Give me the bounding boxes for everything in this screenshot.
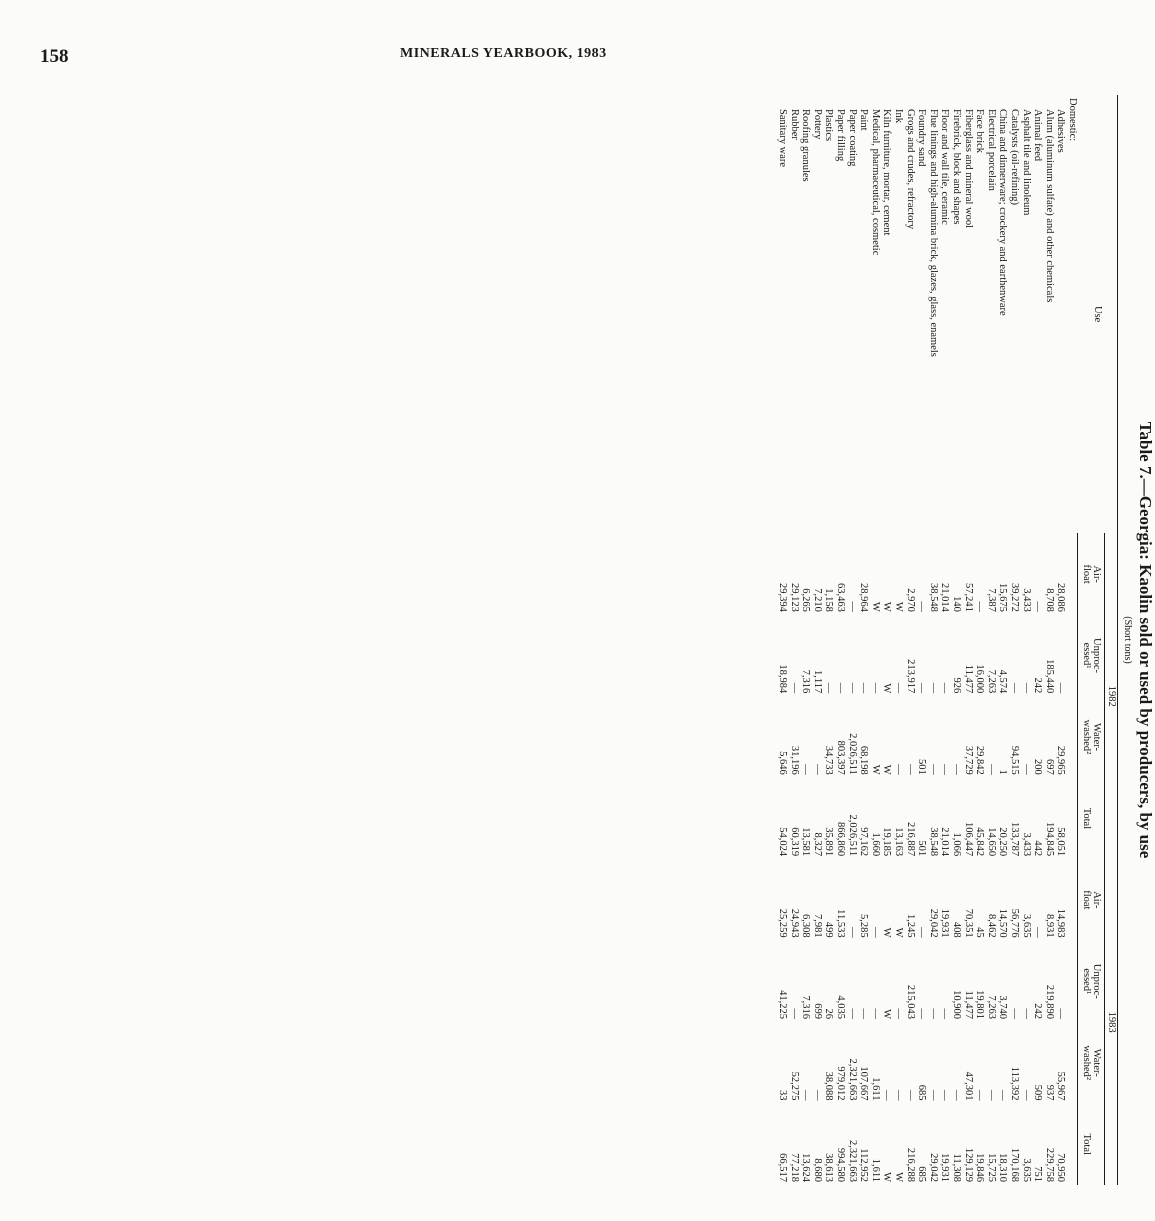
value-cell: 38,613 <box>823 1153 835 1182</box>
value-cell: 37,729 <box>962 745 974 775</box>
value-cell: 14,650 <box>985 827 997 857</box>
table-row <box>811 95 823 1185</box>
table-row <box>962 95 974 1185</box>
use-label: Grogs and crudes, refractory <box>904 109 916 230</box>
value-cell: 4,035 <box>835 995 847 1020</box>
value-cell: 56,776 <box>1008 908 1020 938</box>
value-cell: 55,967 <box>1055 1071 1067 1101</box>
table-row <box>881 95 893 1185</box>
value-cell: 29,123 <box>788 582 800 612</box>
value-cell: 70,351 <box>962 908 974 938</box>
value-cell: 7,316 <box>800 669 812 694</box>
value-cell: 31,196 <box>788 745 800 775</box>
category-label: Domestic: <box>1066 98 1078 142</box>
value-cell: — <box>811 764 823 775</box>
value-cell: 219,890 <box>1043 984 1055 1020</box>
table-row <box>916 95 928 1185</box>
value-cell: — <box>985 1089 997 1101</box>
value-cell: 20,250 <box>997 827 1009 857</box>
year-1982-header: 1982 <box>1105 533 1117 859</box>
value-cell: 216,887 <box>904 822 916 857</box>
value-cell: 19,931 <box>939 908 951 938</box>
column-header: Air- float <box>1078 533 1105 614</box>
value-cell: 1,660 <box>869 832 881 857</box>
value-cell: 185,440 <box>1043 659 1055 694</box>
kaolin-use-table <box>776 95 1118 1185</box>
value-cell: 28,086 <box>1055 582 1067 612</box>
use-label: Face brick <box>974 109 986 154</box>
table-row <box>823 95 835 1185</box>
value-cell: 38,548 <box>927 582 939 612</box>
use-label: Electrical porcelain <box>985 109 997 191</box>
value-cell: 697 <box>1043 758 1055 775</box>
value-cell: — <box>788 682 800 694</box>
value-cell: 3,433 <box>1020 832 1032 857</box>
use-label: Plastics <box>823 109 835 142</box>
value-cell: W <box>881 683 893 694</box>
value-cell: — <box>1032 927 1044 938</box>
value-cell: 501 <box>916 758 928 775</box>
value-cell: 41,225 <box>777 990 789 1020</box>
value-cell: — <box>800 764 812 775</box>
value-cell: 501 <box>916 840 928 857</box>
value-cell: 442 <box>1032 840 1044 857</box>
value-cell: 29,842 <box>974 745 986 775</box>
page-number: 158 <box>40 46 69 67</box>
table-row <box>1020 95 1032 1185</box>
value-cell: — <box>858 1008 870 1020</box>
column-header: Air- float <box>1078 859 1105 940</box>
value-cell: 242 <box>1032 1003 1044 1020</box>
value-cell: 1 <box>997 769 1009 775</box>
table-row <box>985 95 997 1185</box>
table-row <box>939 95 951 1185</box>
value-cell: 2,321,663 <box>846 1140 858 1182</box>
value-cell: — <box>939 682 951 694</box>
table-row <box>788 95 800 1185</box>
use-label: Roofing granules <box>800 109 812 182</box>
use-label: Sanitary ware <box>777 109 789 168</box>
value-cell: 113,392 <box>1008 1066 1020 1101</box>
value-cell: — <box>904 764 916 775</box>
value-cell: W <box>881 601 893 612</box>
table-row <box>950 95 962 1185</box>
value-cell: 106,447 <box>962 822 974 857</box>
use-label: Flue linings and high-alumina brick, glazes, glass, enamels <box>927 109 939 357</box>
table-row <box>1043 95 1055 1185</box>
running-title: MINERALS YEARBOOK, 1983 <box>400 46 607 61</box>
value-cell: W <box>881 1009 893 1020</box>
table-row <box>1055 95 1067 1185</box>
value-cell: 112,952 <box>858 1148 870 1182</box>
value-cell: 11,477 <box>962 664 974 694</box>
value-cell: — <box>939 1089 951 1101</box>
value-cell: 7,981 <box>811 913 823 938</box>
value-cell: — <box>927 682 939 694</box>
value-cell: — <box>1020 764 1032 775</box>
use-label: Floor and wall tile, ceramic <box>939 109 951 225</box>
value-cell: 19,846 <box>974 1153 986 1182</box>
value-cell: 14,570 <box>997 908 1009 938</box>
value-cell: 8,708 <box>1043 588 1055 612</box>
use-label: Foundry sand <box>916 109 928 167</box>
value-cell: 34,733 <box>823 745 835 775</box>
value-cell: 140 <box>950 596 962 612</box>
value-cell: 994,580 <box>835 1147 847 1182</box>
value-cell: 15,675 <box>997 582 1009 612</box>
value-cell: — <box>1020 1089 1032 1101</box>
value-cell: 70,950 <box>1055 1153 1067 1182</box>
value-cell: — <box>939 764 951 775</box>
table-row <box>800 95 812 1185</box>
value-cell: 3,740 <box>997 995 1009 1020</box>
value-cell: — <box>869 682 881 694</box>
value-cell: — <box>974 601 986 612</box>
value-cell: 1,611 <box>869 1077 881 1101</box>
value-cell: — <box>835 682 847 694</box>
value-cell: — <box>950 1089 962 1101</box>
value-cell: W <box>881 1172 893 1182</box>
value-cell: — <box>916 682 928 694</box>
value-cell: 200 <box>1032 758 1044 775</box>
value-cell: 1,117 <box>811 670 823 694</box>
value-cell: 11,308 <box>950 1153 962 1182</box>
value-cell: W <box>893 601 904 612</box>
value-cell: 1,158 <box>823 588 835 612</box>
use-label: Asphalt tile and linoleum <box>1020 109 1032 216</box>
use-label: Paper filling <box>835 109 847 162</box>
value-cell: 2,321,663 <box>846 1058 858 1101</box>
value-cell: 129,129 <box>962 1147 974 1182</box>
value-cell: — <box>858 682 870 694</box>
value-cell: 213,917 <box>904 659 916 694</box>
value-cell: 107,667 <box>858 1066 870 1101</box>
value-cell: 94,515 <box>1008 745 1020 775</box>
value-cell: 216,288 <box>904 1147 916 1182</box>
value-cell: 229,758 <box>1043 1147 1055 1182</box>
table-row <box>834 95 846 1185</box>
value-cell: 499 <box>823 921 835 938</box>
column-header: Unproc- essed¹ <box>1078 941 1105 1022</box>
value-cell: — <box>939 1008 951 1020</box>
use-label: Pottery <box>811 109 823 140</box>
value-cell: — <box>893 1089 904 1101</box>
use-column-header: Use <box>1078 95 1118 533</box>
value-cell: 8,327 <box>811 832 823 857</box>
value-cell: — <box>846 682 858 694</box>
value-cell: 1,066 <box>950 832 962 857</box>
value-cell: — <box>893 764 904 775</box>
value-cell: — <box>904 1089 916 1101</box>
table-row <box>904 95 916 1185</box>
value-cell: — <box>823 682 835 694</box>
value-cell: 38,088 <box>823 1071 835 1101</box>
value-cell: 3,635 <box>1020 1158 1032 1182</box>
value-cell: 21,014 <box>939 827 951 857</box>
value-cell: 29,042 <box>927 908 939 938</box>
value-cell: 2,026,511 <box>846 814 858 857</box>
value-cell: 13,163 <box>893 827 904 857</box>
year-1983-header: 1983 <box>1105 859 1117 1185</box>
value-cell: 38,548 <box>927 827 939 857</box>
value-cell: 63,463 <box>835 582 847 612</box>
value-cell: 58,051 <box>1055 827 1067 857</box>
value-cell: — <box>1055 1008 1067 1020</box>
value-cell: 3,635 <box>1020 913 1032 938</box>
value-cell: 14,983 <box>1055 908 1067 938</box>
value-cell: 5,285 <box>858 913 870 938</box>
value-cell: 54,024 <box>777 827 789 857</box>
value-cell: 29,965 <box>1055 745 1067 775</box>
value-cell: 21,014 <box>939 582 951 612</box>
use-label: Alum (aluminum sulfate) and other chemicals <box>1043 109 1055 303</box>
column-header: Total <box>1078 778 1105 859</box>
table-row <box>869 95 881 1185</box>
value-cell: — <box>869 1008 881 1020</box>
value-cell: 194,845 <box>1043 822 1055 857</box>
value-cell: 57,241 <box>962 582 974 612</box>
value-cell: 979,012 <box>835 1066 847 1101</box>
value-cell: 7,263 <box>985 669 997 694</box>
value-cell: 13,624 <box>800 1153 812 1182</box>
value-cell: W <box>881 764 893 775</box>
value-cell: — <box>927 764 939 775</box>
value-cell: 509 <box>1032 1084 1044 1101</box>
value-cell: — <box>997 1089 1009 1101</box>
value-cell: — <box>893 682 904 694</box>
use-label: China and dinnerware; crockery and earthenware <box>997 109 1009 316</box>
value-cell: 803,397 <box>835 740 847 775</box>
value-cell: 39,272 <box>1008 582 1020 612</box>
value-cell: 33 <box>777 1089 789 1101</box>
use-label: Paint <box>858 109 870 131</box>
value-cell: 29,042 <box>927 1153 939 1182</box>
table-row <box>927 95 939 1185</box>
value-cell: 45 <box>974 927 986 938</box>
value-cell: 242 <box>1032 677 1044 694</box>
value-cell: W <box>869 601 881 612</box>
value-cell: 5,646 <box>777 751 789 775</box>
value-cell: 52,275 <box>788 1071 800 1101</box>
value-cell: 408 <box>950 921 962 938</box>
value-cell: — <box>916 601 928 612</box>
table-caption <box>1122 95 1155 1185</box>
table-row <box>846 95 858 1185</box>
value-cell: 77,218 <box>788 1153 800 1182</box>
use-label: Catalysts (oil-refining) <box>1008 109 1020 205</box>
value-cell: 19,185 <box>881 827 893 857</box>
value-cell: 8,462 <box>985 913 997 938</box>
table-row <box>858 95 870 1185</box>
value-cell: 68,198 <box>858 745 870 775</box>
value-cell: 751 <box>1032 1166 1044 1182</box>
value-cell: — <box>881 1089 893 1101</box>
value-cell: 215,043 <box>904 984 916 1020</box>
value-cell: — <box>1008 1008 1020 1020</box>
value-cell: — <box>950 764 962 775</box>
value-cell: 18,310 <box>997 1153 1009 1182</box>
value-cell: — <box>916 1008 928 1020</box>
value-cell: — <box>811 1089 823 1101</box>
table-row <box>974 95 986 1185</box>
value-cell: — <box>846 601 858 612</box>
value-cell: 699 <box>811 1003 823 1020</box>
value-cell: 18,984 <box>777 664 789 694</box>
value-cell: 7,210 <box>811 588 823 612</box>
use-label: Adhesives <box>1055 109 1067 153</box>
use-label: Paper coating <box>846 109 858 167</box>
value-cell: 6,265 <box>800 588 812 612</box>
table-row <box>997 95 1009 1185</box>
value-cell: 29,394 <box>777 582 789 612</box>
value-cell: W <box>869 764 881 775</box>
value-cell: 15,725 <box>985 1153 997 1182</box>
use-label: Fiberglass and mineral wool <box>962 109 974 229</box>
value-cell: — <box>985 764 997 775</box>
value-cell: 7,387 <box>985 588 997 612</box>
value-cell: — <box>927 1008 939 1020</box>
value-cell: — <box>1055 682 1067 694</box>
use-label: Ink <box>893 109 904 123</box>
value-cell: 8,680 <box>811 1158 823 1182</box>
value-cell: 16,000 <box>974 664 986 694</box>
value-cell: 4,574 <box>997 669 1009 694</box>
use-label: Firebrick, block and shapes <box>950 109 962 225</box>
use-label: Animal feed <box>1032 109 1044 162</box>
use-label: Medical, pharmaceutical, cosmetic <box>869 109 881 256</box>
value-cell: — <box>869 927 881 938</box>
value-cell: W <box>893 1172 904 1182</box>
value-cell: 11,477 <box>962 990 974 1020</box>
column-header: Unproc- essed¹ <box>1078 615 1105 696</box>
value-cell: 97,162 <box>858 827 870 857</box>
value-cell: 35,891 <box>823 827 835 857</box>
value-cell: 1,611 <box>869 1158 881 1182</box>
table-title: Table 7.—Georgia: Kaolin sold or used by producers, by use <box>1136 421 1155 859</box>
value-cell: 133,787 <box>1008 822 1020 857</box>
value-cell: — <box>788 1008 800 1020</box>
value-cell: 926 <box>950 677 962 694</box>
value-cell: 3,433 <box>1020 588 1032 612</box>
value-cell: 8,931 <box>1043 913 1055 938</box>
use-label: Rubber <box>788 109 800 140</box>
value-cell: 60,319 <box>788 827 800 857</box>
value-cell: — <box>893 1008 904 1020</box>
value-cell: — <box>800 1089 812 1101</box>
use-label: Kiln furniture, mortar, cement <box>881 109 893 236</box>
value-cell: W <box>893 927 904 938</box>
value-cell: 2,970 <box>904 588 916 612</box>
value-cell: W <box>881 927 893 938</box>
table-row <box>1032 95 1044 1185</box>
column-header: Water- washed² <box>1078 696 1105 777</box>
value-cell: 1,245 <box>904 913 916 938</box>
column-header: Water- washed² <box>1078 1022 1105 1103</box>
value-cell: 45,842 <box>974 827 986 857</box>
value-cell: 937 <box>1043 1084 1055 1101</box>
value-cell: 19,801 <box>974 990 986 1020</box>
column-header: Total <box>1078 1103 1105 1185</box>
value-cell: 7,316 <box>800 995 812 1020</box>
value-cell: — <box>1032 601 1044 612</box>
value-cell: 685 <box>916 1166 928 1182</box>
value-cell: — <box>846 1008 858 1020</box>
value-cell: 13,581 <box>800 827 812 857</box>
value-cell: 170,168 <box>1008 1147 1020 1182</box>
value-cell: 10,900 <box>950 990 962 1020</box>
value-cell: 24,943 <box>788 908 800 938</box>
value-cell: 11,533 <box>835 909 847 938</box>
value-cell: — <box>927 1089 939 1101</box>
table-row <box>1008 95 1020 1185</box>
value-cell: 2,026,511 <box>846 733 858 775</box>
value-cell: 19,931 <box>939 1153 951 1182</box>
value-cell: 685 <box>916 1084 928 1101</box>
value-cell: — <box>916 927 928 938</box>
value-cell: 6,308 <box>800 913 812 938</box>
table-subtitle: (Short tons) <box>1122 616 1133 664</box>
rotated-table-block <box>90 95 1155 1185</box>
value-cell: 66,517 <box>777 1153 789 1182</box>
value-cell: 7,263 <box>985 995 997 1020</box>
table-row <box>776 95 788 1185</box>
value-cell: 866,860 <box>835 822 847 857</box>
value-cell: 26 <box>823 1008 835 1020</box>
value-cell: — <box>1020 682 1032 694</box>
table-row <box>892 95 904 1185</box>
value-cell: — <box>846 927 858 938</box>
value-cell: — <box>1008 682 1020 694</box>
value-cell: — <box>974 1089 986 1101</box>
value-cell: 28,964 <box>858 582 870 612</box>
value-cell: 47,301 <box>962 1071 974 1101</box>
value-cell: 25,259 <box>777 908 789 938</box>
value-cell: — <box>1020 1008 1032 1020</box>
